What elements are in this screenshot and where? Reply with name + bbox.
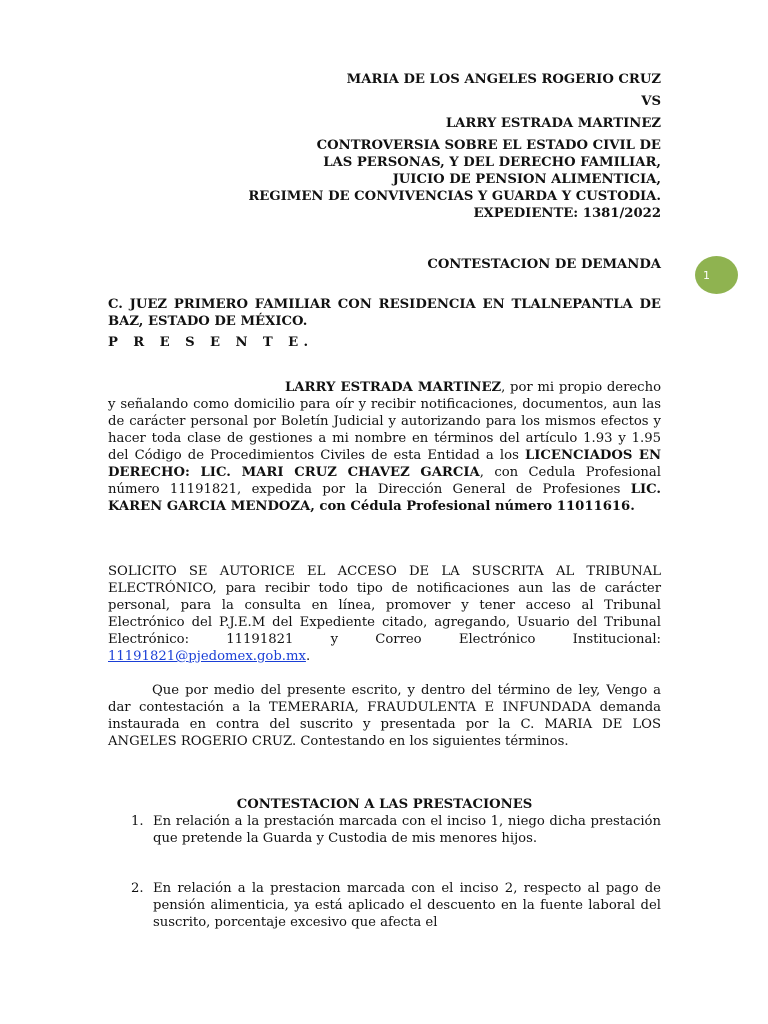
matter-line: CONTROVERSIA SOBRE EL ESTADO CIVIL DE (316, 138, 661, 153)
list-item-text: En relación a la prestacion marcada con el inciso 2, respecto al pago de pensión alimenticia, ya está aplicado el descuento en la fuente laboral del suscrito, porcentaje excesivo que afecta el (153, 881, 661, 930)
email-link[interactable]: 11191821@pjedomex.gob.mx (108, 649, 306, 664)
page-number-badge: 1 (695, 256, 738, 294)
document-type: CONTESTACION DE DEMANDA (427, 257, 661, 272)
plaintiff-name: MARIA DE LOS ANGELES ROGERIO CRUZ (346, 72, 661, 87)
paragraph-identification: LARRY ESTRADA MARTINEZ, por mi propio derecho y señalando como domicilio para oír y recibir notificaciones, documentos, aun las de carácter personal por Boletín Judicial y autorizando para los mismos efectos y hacer toda clase de gestiones a mi nombre en términos del artículo 1.93 y 1.95 del Código de Procedimientos Civiles de esta Entidad a los LICENCIADOS EN DERECHO: LIC. MARI CRUZ CHAVEZ GARCIA, con Cedula Profesional número 11191821, expedida por la Dirección General de Profesiones LIC. KAREN GARCIA MENDOZA, con Cédula Profesional número 11011616. (108, 380, 662, 514)
matter-line: JUICIO DE PENSION ALIMENTICIA, (392, 172, 661, 187)
defendant-name: LARRY ESTRADA MARTINEZ (445, 116, 661, 131)
matter-line: REGIMEN DE CONVIVENCIAS Y GUARDA Y CUSTODIA. (248, 189, 661, 204)
list-item (108, 880, 661, 931)
section-title: CONTESTACION A LAS PRESTACIONES (236, 797, 533, 812)
versus-label: VS (641, 94, 661, 109)
case-header (200, 71, 661, 273)
paragraph-tribunal-access: SOLICITO SE AUTORICE EL ACCESO DE LA SUSCRITA AL TRIBUNAL ELECTRÓNICO, para recibir todo tipo de notificaciones aun las de carácter personal, para la consulta en línea, promover y tener acceso al Tribunal Electrónico del P.J.E.M del Expediente citado, agregando, Usuario del Tribunal Electrónico: 11191821 y Correo Electrónico Institucional: 11191821@pjedomex.gob.mx. (108, 564, 661, 664)
list-item-number: 1. (131, 814, 144, 829)
presente-salutation: P R E S E N T E. (108, 335, 314, 350)
list-item-number: 2. (131, 881, 144, 896)
paragraph-answer-intro: Que por medio del presente escrito, y dentro del término de ley, Vengo a dar contestación a la TEMERARIA, FRAUDULENTA E INFUNDADA demanda instaurada en contra del suscrito y presentada por la C. MARIA DE LOS ANGELES ROGERIO CRUZ. Contestando en los siguientes términos. (108, 683, 661, 749)
addressee: C. JUEZ PRIMERO FAMILIAR CON RESIDENCIA EN TLALNEPANTLA DE BAZ, ESTADO DE MÉXICO. (108, 297, 661, 329)
list-item-text: En relación a la prestación marcada con el inciso 1, niego dicha prestación que pretende la Guarda y Custodia de mis menores hijos. (153, 814, 661, 846)
matter-line: LAS PERSONAS, Y DEL DERECHO FAMILIAR, (323, 155, 661, 170)
case-number: EXPEDIENTE: 1381/2022 (473, 206, 661, 221)
list-item (108, 813, 661, 847)
defendant-name-inline: LARRY ESTRADA MARTINEZ (285, 380, 502, 395)
